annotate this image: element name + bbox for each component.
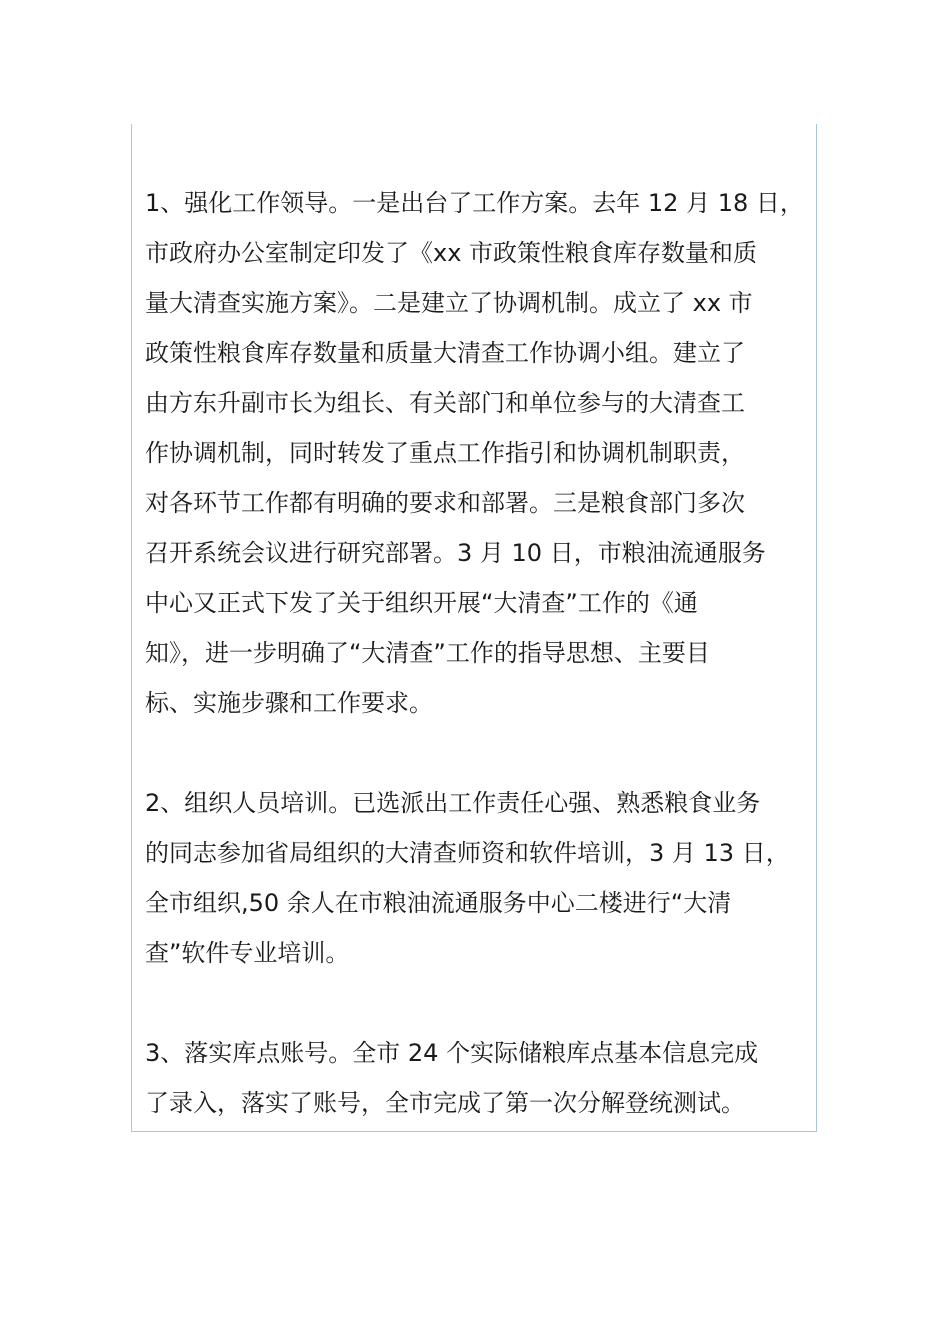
paragraph-2 [145, 778, 825, 978]
paragraph-spacer [145, 978, 825, 1028]
text-line: 召开系统会议进行研究部署。3 月 10 日，市粮油流通服务 [145, 539, 766, 567]
paragraph-spacer [145, 728, 825, 778]
paragraph-1 [145, 178, 825, 728]
text-line: 1、强化工作领导。一是出台了工作方案。去年 12 月 18 日， [145, 189, 804, 217]
text-line: 标、实施步骤和工作要求。 [145, 689, 433, 717]
text-line: 的同志参加省局组织的大清查师资和软件培训，3 月 13 日， [145, 839, 790, 867]
text-line: 政策性粮食库存数量和质量大清查工作协调小组。建立了 [145, 339, 745, 367]
text-line: 2、组织人员培训。已选派出工作责任心强、熟悉粮食业务 [145, 789, 761, 817]
text-line: 了录入，落实了账号，全市完成了第一次分解登统测试。 [145, 1089, 745, 1117]
paragraph-3 [145, 1028, 825, 1128]
text-line: 市政府办公室制定印发了《xx 市政策性粮食库存数量和质 [145, 239, 758, 267]
text-line: 3、落实库点账号。全市 24 个实际储粮库点基本信息完成 [145, 1039, 759, 1067]
text-line: 量大清查实施方案》。二是建立了协调机制。成立了 xx 市 [145, 289, 753, 317]
text-line: 由方东升副市长为组长、有关部门和单位参与的大清查工 [145, 389, 745, 417]
text-line: 全市组织,50 余人在市粮油流通服务中心二楼进行“大清 [145, 889, 732, 917]
text-line: 作协调机制，同时转发了重点工作指引和协调机制职责， [145, 439, 745, 467]
text-line: 中心又正式下发了关于组织开展“大清查”工作的《通 [145, 589, 698, 617]
text-line: 对各环节工作都有明确的要求和部署。三是粮食部门多次 [145, 489, 745, 517]
text-line: 知》，进一步明确了“大清查”工作的指导思想、主要目 [145, 639, 710, 667]
text-line: 查”软件专业培训。 [145, 939, 350, 967]
document-body [145, 178, 825, 1128]
